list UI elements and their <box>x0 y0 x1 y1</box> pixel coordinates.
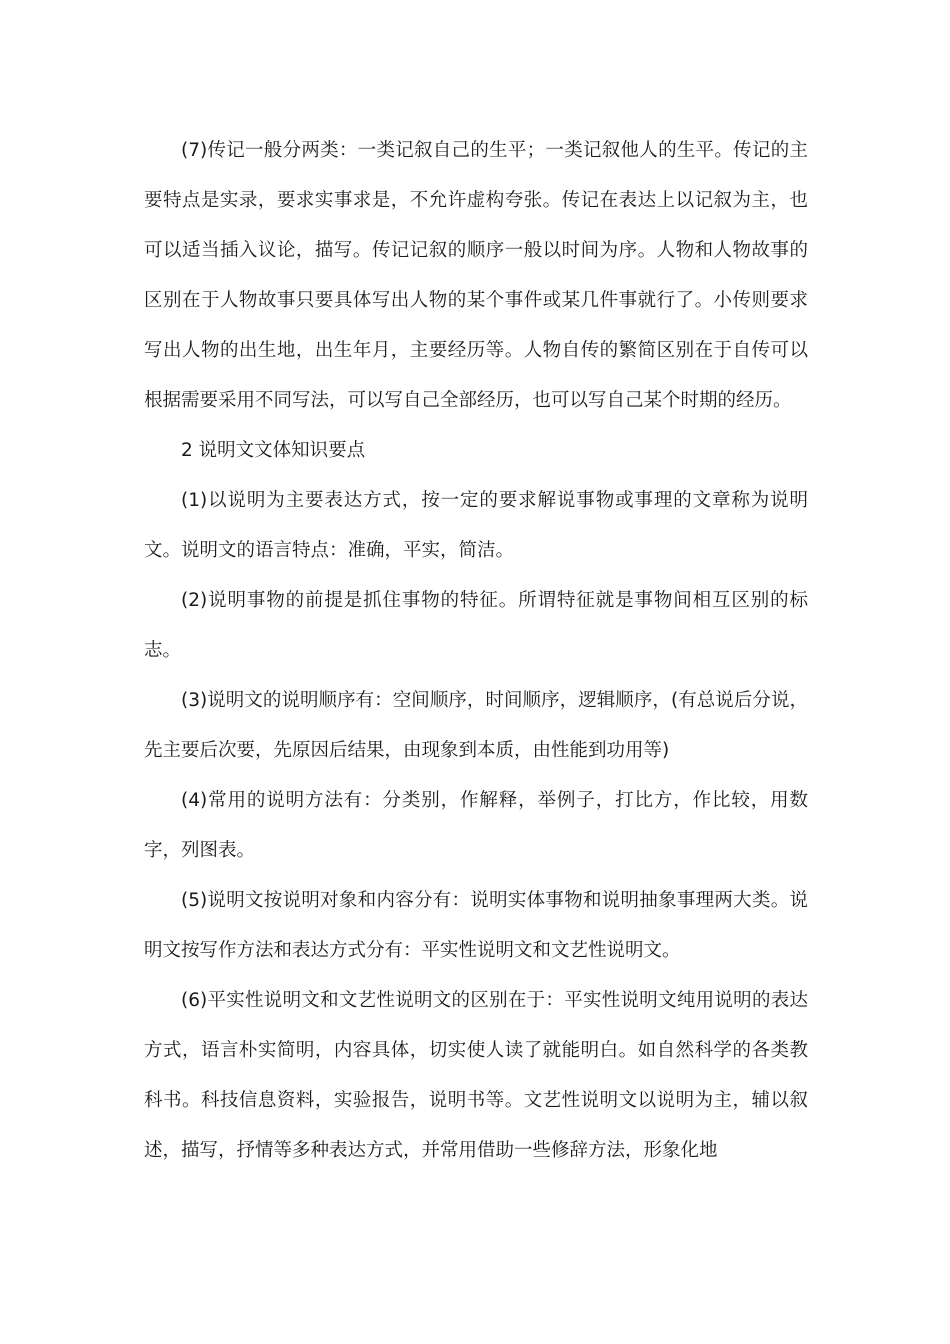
section-heading-expository: 2 说明文文体知识要点 <box>181 440 366 461</box>
paragraph-expository-differences: (6)平实性说明文和文艺性说明文的区别在于：平实性说明文纯用说明的表达方式，语言朴实简明，内容具体，切实使人读了就能明白。如自然科学的各类教科书。科技信息资料，实验报告，说明书等。文艺性说明文以说明为主，辅以叙述，描写，抒情等多种表达方式，并常用借助一些修辞方法，形象化地 <box>144 990 808 1161</box>
paragraph-expository-methods: (4)常用的说明方法有：分类别，作解释，举例子，打比方，作比较，用数字，列图表。 <box>144 790 808 861</box>
paragraph-expository-order: (3)说明文的说明顺序有：空间顺序，时间顺序，逻辑顺序，(有总说后分说，先主要后次要，先原因后结果，由现象到本质，由性能到功用等) <box>144 690 808 761</box>
paragraph-expository-types: (5)说明文按说明对象和内容分有：说明实体事物和说明抽象事理两大类。说明文按写作方法和表达方式分有：平实性说明文和文艺性说明文。 <box>144 890 808 961</box>
paragraph-expository-definition: (1)以说明为主要表达方式，按一定的要求解说事物或事理的文章称为说明文。说明文的语言特点：准确，平实，简洁。 <box>144 490 808 561</box>
paragraph-biography-notes: (7)传记一般分两类：一类记叙自己的生平；一类记叙他人的生平。传记的主要特点是实录，要求实事求是，不允许虚构夸张。传记在表达上以记叙为主，也可以适当插入议论，描写。传记记叙的顺序一般以时间为序。人物和人物故事的区别在于人物故事只要具体写出人物的某个事件或某几件事就行了。小传则要求写出人物的出生地，出生年月，主要经历等。人物自传的繁简区别在于自传可以根据需要采用不同写法，可以写自己全部经历，也可以写自己某个时期的经历。 <box>144 140 808 411</box>
paragraph-expository-features: (2)说明事物的前提是抓住事物的特征。所谓特征就是事物间相互区别的标志。 <box>144 590 808 661</box>
document-body <box>144 126 808 1176</box>
